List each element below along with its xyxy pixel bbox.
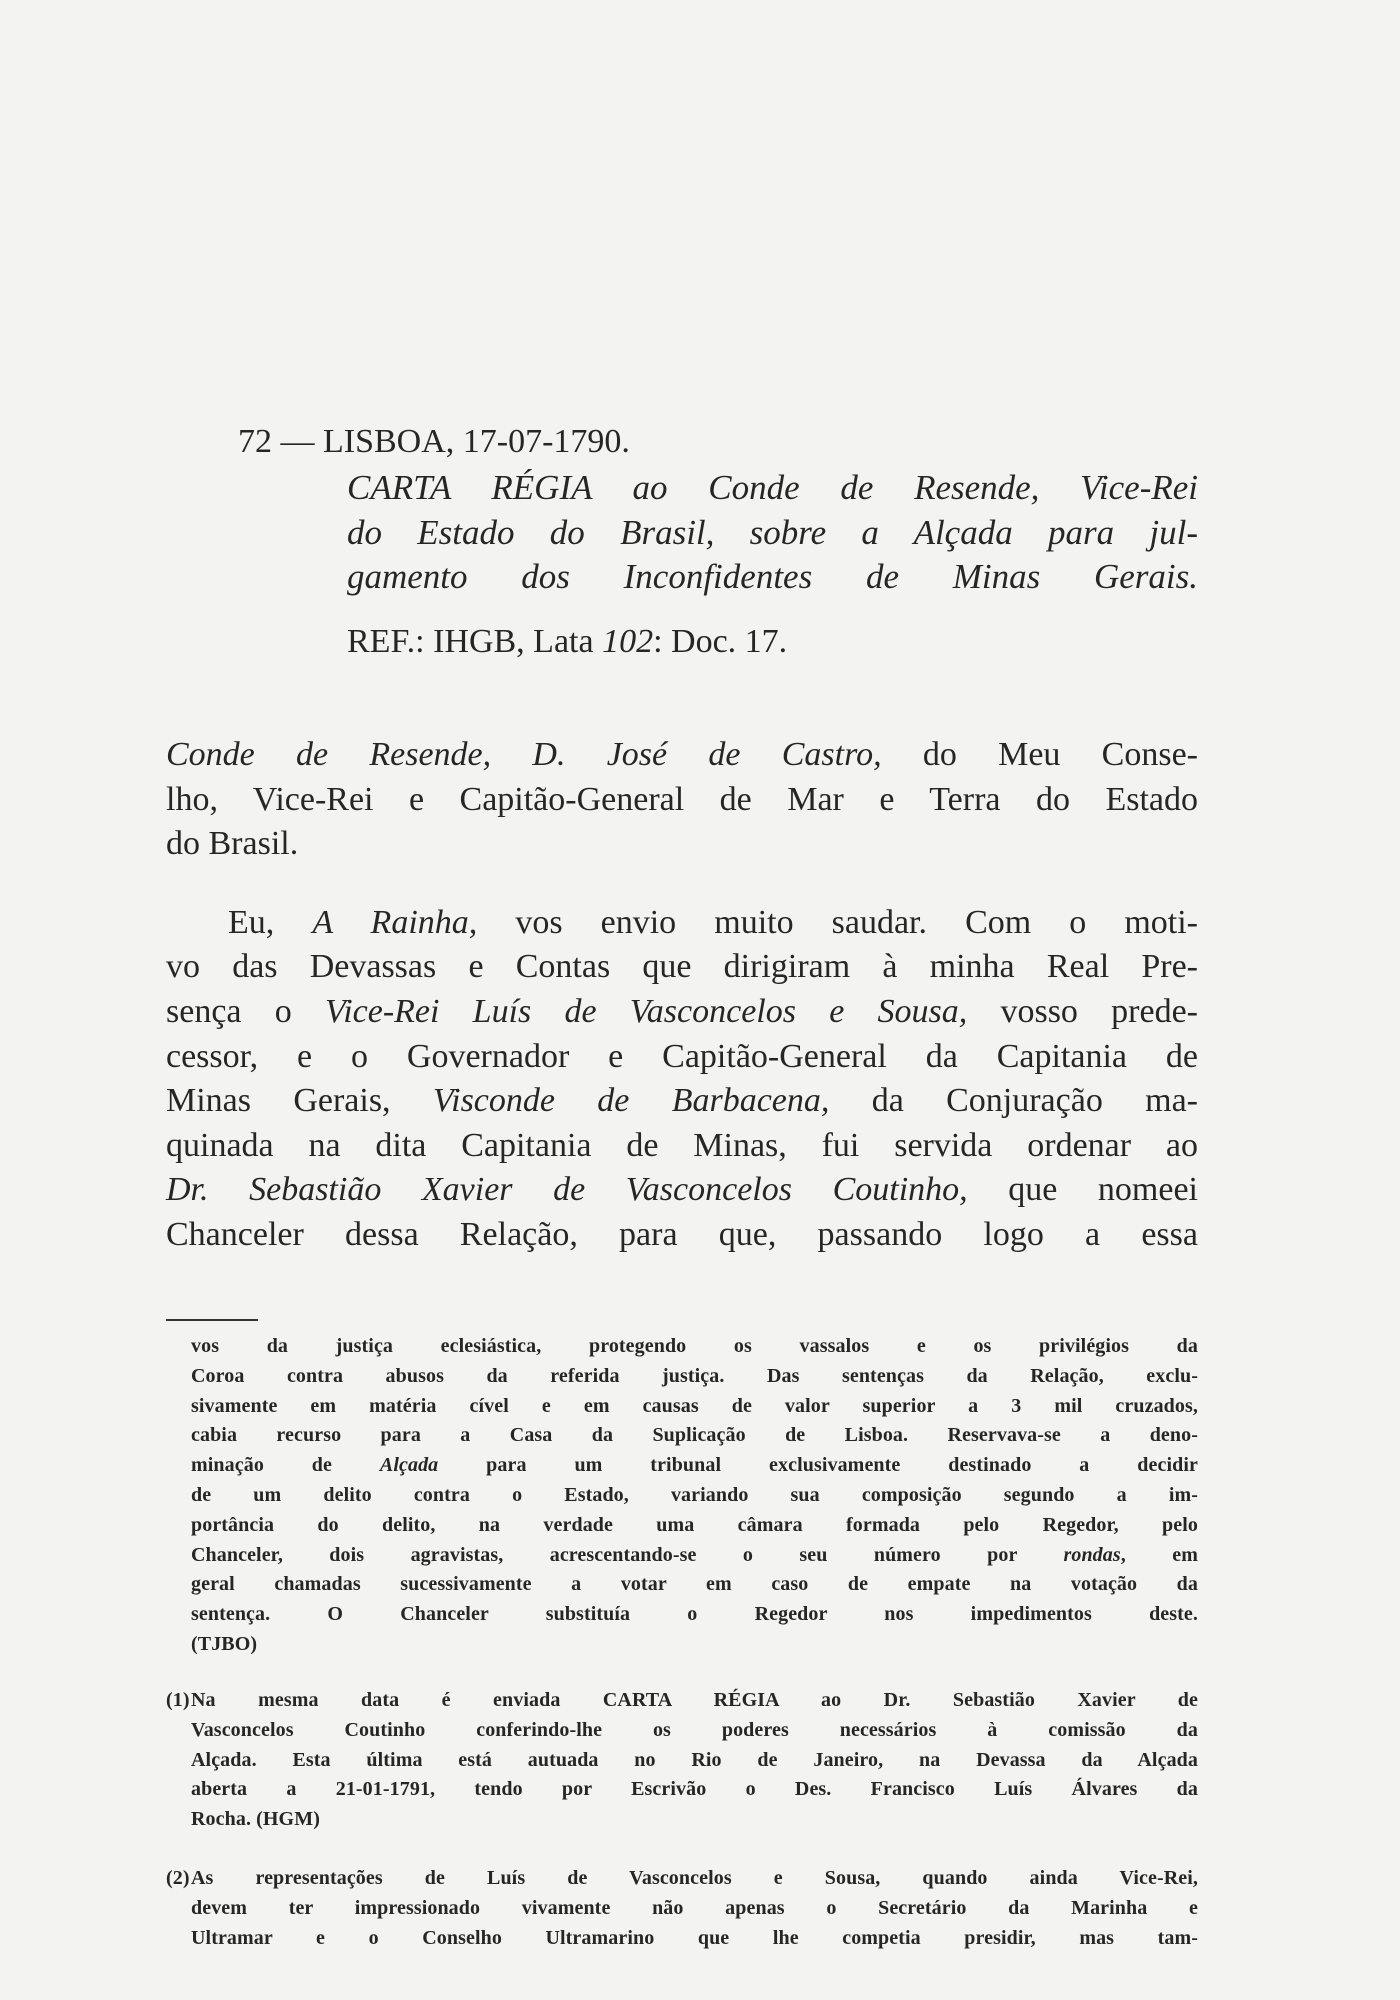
letter-body <box>166 733 1198 1258</box>
text-line <box>191 1481 1198 1511</box>
footnote-label: (1) <box>166 1689 190 1711</box>
text-segment: sentença. O Chanceler substituía o Regedor nos impedimentos deste. <box>191 1603 1198 1626</box>
footnote-2 <box>166 1864 1198 1953</box>
paragraph <box>166 901 1198 1258</box>
text-line <box>191 1775 1198 1805</box>
text-segment: Chanceler, dois agravistas, acrescentando-se o seu número por <box>191 1543 1064 1566</box>
text-segment: , em <box>1120 1543 1198 1566</box>
text-line <box>166 901 1198 946</box>
text-line <box>191 1451 1198 1481</box>
text-line <box>166 1213 1198 1258</box>
text-segment: sença o <box>166 992 325 1030</box>
text-line <box>347 511 1198 556</box>
text-segment: Visconde de Barbacena, <box>432 1082 830 1120</box>
text-segment: CARTA RÉGIA ao Conde de Resende, Vice-Rei <box>347 468 1198 507</box>
text-segment: Coroa contra abusos da referida justiça. Das sentenças da Relação, exclu- <box>191 1364 1198 1387</box>
text-segment: Ultramar e o Conselho Ultramarino que lhe competia presidir, mas tam- <box>191 1926 1198 1949</box>
text-line <box>191 1924 1198 1954</box>
text-segment: devem ter impressionado vivamente não apenas o Secretário da Marinha e <box>191 1896 1198 1919</box>
text-segment: Vice-Rei Luís de Vasconcelos e Sousa, <box>324 992 968 1030</box>
text-segment: vos envio muito saudar. Com o moti- <box>477 903 1198 941</box>
text-segment: REF.: IHGB, Lata <box>347 623 603 660</box>
text-line <box>166 945 1198 990</box>
text-line <box>191 1686 1198 1716</box>
footnote-text <box>191 1864 1198 1953</box>
text-segment: que nomeei <box>967 1171 1198 1209</box>
text-segment: Vasconcelos Coutinho conferindo-lhe os poderes necessários à comissão da <box>191 1718 1198 1741</box>
text-segment: do Meu Conse- <box>881 736 1198 773</box>
footnote-1 <box>166 1686 1198 1835</box>
text-segment: geral chamadas sucessivamente a votar em caso de empate na votação da <box>191 1573 1198 1596</box>
text-segment: cabia recurso para a Casa da Suplicação de Lisboa. Reservava-se a deno- <box>191 1424 1198 1447</box>
text-line <box>191 1332 1198 1362</box>
text-segment: para um tribunal exclusivamente destinado a decidir <box>438 1454 1198 1477</box>
text-line <box>166 990 1198 1035</box>
text-segment: cessor, e o Governador e Capitão-General da Capitania de <box>166 1037 1198 1075</box>
text-line <box>347 466 1198 511</box>
text-line <box>191 1570 1198 1600</box>
document-heading: 72 — LISBOA, 17-07-1790. <box>238 423 630 460</box>
text-line <box>191 1746 1198 1776</box>
text-segment: da Conjuração ma- <box>829 1082 1198 1120</box>
text-segment: Na mesma data é enviada CARTA RÉGIA ao Dr. Sebastião Xavier de <box>191 1689 1198 1711</box>
footnote-text <box>191 1332 1198 1660</box>
text-segment: portância do delito, na verdade uma câmara formada pelo Regedor, pelo <box>191 1513 1198 1536</box>
text-line <box>191 1630 1198 1660</box>
text-line <box>166 778 1198 823</box>
footnote-text <box>191 1686 1198 1835</box>
text-line <box>191 1421 1198 1451</box>
text-segment: Alçada. Esta última está autuada no Rio de Janeiro, na Devassa da Alçada <box>191 1748 1198 1771</box>
footnote-continued <box>166 1332 1198 1660</box>
text-segment: 102 <box>602 623 654 660</box>
text-line <box>191 1511 1198 1541</box>
text-segment: do Estado do Brasil, sobre a Alçada para jul- <box>347 512 1198 552</box>
text-line <box>191 1805 1198 1835</box>
text-segment: quinada na dita Capitania de Minas, fui servida ordenar ao <box>166 1126 1198 1164</box>
text-segment: rondas <box>1063 1543 1121 1566</box>
text-line <box>191 1864 1198 1894</box>
text-segment: Conde de Resende, D. José de Castro, <box>166 736 882 773</box>
text-segment: : Doc. 17. <box>653 623 788 660</box>
text-line <box>191 1716 1198 1746</box>
text-segment: minação de <box>191 1454 380 1477</box>
text-segment: As representações de Luís de Vasconcelos e Sousa, quando ainda Vice-Rei, <box>191 1867 1198 1889</box>
text-line <box>191 1362 1198 1392</box>
text-segment: A Rainha, <box>312 903 478 941</box>
text-segment: Eu, <box>228 903 313 941</box>
text-line <box>166 1168 1198 1213</box>
footnote-divider <box>166 1319 258 1321</box>
text-line <box>166 1035 1198 1080</box>
document-title <box>347 466 1198 600</box>
text-segment: lho, Vice-Rei e Capitão-General de Mar e Terra do Estado <box>166 780 1198 818</box>
text-line <box>166 1079 1198 1124</box>
text-line <box>191 1894 1198 1924</box>
text-segment: (TJBO) <box>191 1632 258 1655</box>
reference-line <box>347 620 787 664</box>
text-segment: vos da justiça eclesiástica, protegendo os vassalos e os privilégios da <box>191 1335 1198 1357</box>
text-segment: vo das Devassas e Contas que dirigiram à minha Real Pre- <box>166 948 1198 986</box>
text-segment: do Brasil. <box>166 825 299 863</box>
text-line <box>166 1124 1198 1169</box>
text-segment: Rocha. (HGM) <box>191 1808 320 1831</box>
text-line <box>166 733 1198 778</box>
text-segment: sivamente em matéria cível e em causas de valor superior a 3 mil cruzados, <box>191 1394 1198 1417</box>
text-segment: Minas Gerais, <box>166 1082 433 1120</box>
text-segment: vosso prede- <box>967 992 1198 1030</box>
text-line <box>191 1541 1198 1571</box>
paragraph <box>166 733 1198 867</box>
footnote-label: (2) <box>166 1867 190 1889</box>
text-segment: de um delito contra o Estado, variando sua composição segundo a im- <box>191 1483 1198 1506</box>
text-line <box>166 822 1198 867</box>
text-line <box>191 1600 1198 1630</box>
text-line <box>191 1392 1198 1422</box>
text-line <box>347 555 1198 600</box>
text-segment: gamento dos Inconfidentes de Minas Gerais. <box>347 557 1198 596</box>
text-segment: Alçada <box>379 1454 439 1477</box>
text-segment: Dr. Sebastião Xavier de Vasconcelos Coutinho, <box>166 1171 968 1209</box>
text-segment: Chanceler dessa Relação, para que, passando logo a essa <box>166 1215 1198 1253</box>
text-segment: aberta a 21-01-1791, tendo por Escrivão o Des. Francisco Luís Álvares da <box>191 1778 1198 1801</box>
